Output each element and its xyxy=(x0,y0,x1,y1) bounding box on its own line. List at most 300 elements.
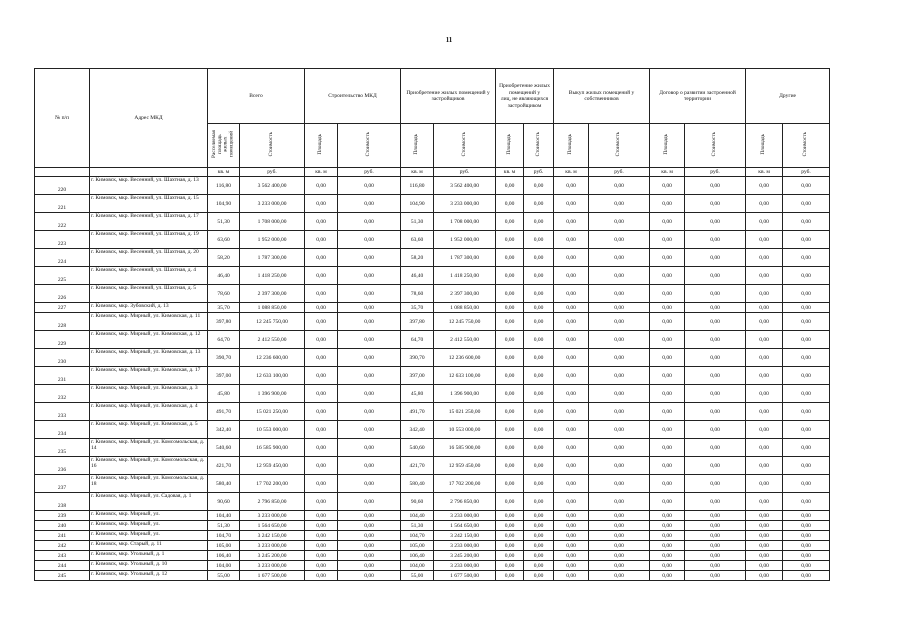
construction-cost: 0,00 xyxy=(338,571,401,581)
purchase-developers-cost: 1 418 250,00 xyxy=(434,267,496,285)
development-contract-area: 0,00 xyxy=(650,213,685,231)
development-contract-area: 0,00 xyxy=(650,571,685,581)
construction-area: 0,00 xyxy=(305,439,338,457)
buyout-cost: 0,00 xyxy=(589,493,650,511)
construction-area: 0,00 xyxy=(305,531,338,541)
purchase-non-developers-area: 0,00 xyxy=(496,231,524,249)
purchase-non-developers-cost: 0,00 xyxy=(524,561,554,571)
other-cost: 0,00 xyxy=(783,571,830,581)
purchase-developers-area: 397,80 xyxy=(401,313,434,331)
construction-area: 0,00 xyxy=(305,195,338,213)
other-cost: 0,00 xyxy=(783,521,830,531)
other-cost: 0,00 xyxy=(783,421,830,439)
purchase-developers-area: 580,40 xyxy=(401,475,434,493)
purchase-non-developers-cost: 0,00 xyxy=(524,421,554,439)
subheader-cost: Стоимость xyxy=(783,124,830,168)
buyout-area: 0,00 xyxy=(554,331,589,349)
total-cost: 3 562 400,00 xyxy=(240,177,305,195)
buyout-cost: 0,00 xyxy=(589,421,650,439)
purchase-developers-area: 35,70 xyxy=(401,303,434,313)
buyout-cost: 0,00 xyxy=(589,551,650,561)
development-contract-area: 0,00 xyxy=(650,531,685,541)
purchase-developers-area: 106,40 xyxy=(401,551,434,561)
total-area: 104,00 xyxy=(208,561,240,571)
development-contract-area: 0,00 xyxy=(650,475,685,493)
purchase-non-developers-area: 0,00 xyxy=(496,213,524,231)
buyout-area: 0,00 xyxy=(554,367,589,385)
purchase-developers-area: 104,40 xyxy=(401,511,434,521)
construction-area: 0,00 xyxy=(305,571,338,581)
development-contract-area: 0,00 xyxy=(650,511,685,521)
total-cost: 3 233 000,00 xyxy=(240,195,305,213)
construction-area: 0,00 xyxy=(305,267,338,285)
unit-cost: руб. xyxy=(783,168,830,177)
development-contract-area: 0,00 xyxy=(650,551,685,561)
total-cost: 12 245 750,00 xyxy=(240,313,305,331)
purchase-non-developers-area: 0,00 xyxy=(496,421,524,439)
row-address: г. Кимовск, мкр. Весенний, ул. Шахтная, д. 20 xyxy=(90,249,208,267)
construction-cost: 0,00 xyxy=(338,475,401,493)
construction-area: 0,00 xyxy=(305,303,338,313)
buyout-area: 0,00 xyxy=(554,349,589,367)
purchase-non-developers-cost: 0,00 xyxy=(524,349,554,367)
buyout-cost: 0,00 xyxy=(589,561,650,571)
table-row xyxy=(35,313,830,331)
buyout-cost: 0,00 xyxy=(589,177,650,195)
header-purchase-non-developers: Приобретение жилых помещений у лиц, не являющихся застройщиком xyxy=(496,69,554,124)
development-contract-cost: 0,00 xyxy=(685,231,746,249)
other-area: 0,00 xyxy=(746,551,783,561)
buyout-cost: 0,00 xyxy=(589,331,650,349)
purchase-non-developers-cost: 0,00 xyxy=(524,521,554,531)
total-cost: 2 796 850,00 xyxy=(240,493,305,511)
development-contract-area: 0,00 xyxy=(650,267,685,285)
row-address: г. Кимовск, мкр. Мирный, ул. xyxy=(90,511,208,521)
construction-cost: 0,00 xyxy=(338,511,401,521)
table-header xyxy=(35,69,830,177)
row-address: г. Кимовск, мкр. Мирный, ул. Кимовская, д. 17 xyxy=(90,367,208,385)
header-num: № п/п xyxy=(35,69,90,168)
development-contract-cost: 0,00 xyxy=(685,285,746,303)
table-row xyxy=(35,561,830,571)
buyout-area: 0,00 xyxy=(554,249,589,267)
row-address: г. Кимовск, мкр. Угольный, д. 12 xyxy=(90,571,208,581)
row-number: 226 xyxy=(35,285,90,303)
purchase-non-developers-cost: 0,00 xyxy=(524,249,554,267)
buyout-cost: 0,00 xyxy=(589,541,650,551)
purchase-developers-area: 51,30 xyxy=(401,521,434,531)
development-contract-area: 0,00 xyxy=(650,367,685,385)
development-contract-cost: 0,00 xyxy=(685,195,746,213)
buyout-cost: 0,00 xyxy=(589,521,650,531)
unit-area: кв. м xyxy=(650,168,685,177)
buyout-area: 0,00 xyxy=(554,493,589,511)
total-area: 45,80 xyxy=(208,385,240,403)
row-number: 241 xyxy=(35,531,90,541)
row-number: 231 xyxy=(35,367,90,385)
development-contract-area: 0,00 xyxy=(650,303,685,313)
row-address: г. Кимовск, мкр. Мирный, ул. Кимовская, д. 13 xyxy=(90,349,208,367)
development-contract-cost: 0,00 xyxy=(685,561,746,571)
purchase-non-developers-cost: 0,00 xyxy=(524,385,554,403)
purchase-developers-cost: 3 242 150,00 xyxy=(434,531,496,541)
construction-cost: 0,00 xyxy=(338,213,401,231)
purchase-non-developers-cost: 0,00 xyxy=(524,541,554,551)
table-row xyxy=(35,213,830,231)
construction-cost: 0,00 xyxy=(338,195,401,213)
total-cost: 1 088 850,00 xyxy=(240,303,305,313)
row-number: 232 xyxy=(35,385,90,403)
row-number: 222 xyxy=(35,213,90,231)
subheader-area: Площадь xyxy=(746,124,783,168)
construction-area: 0,00 xyxy=(305,367,338,385)
total-area: 397,00 xyxy=(208,367,240,385)
total-area: 580,40 xyxy=(208,475,240,493)
table-row xyxy=(35,367,830,385)
construction-area: 0,00 xyxy=(305,231,338,249)
purchase-developers-area: 342,40 xyxy=(401,421,434,439)
row-number: 225 xyxy=(35,267,90,285)
construction-area: 0,00 xyxy=(305,561,338,571)
total-area: 63,60 xyxy=(208,231,240,249)
subheader-area: Площадь xyxy=(496,124,524,168)
purchase-non-developers-cost: 0,00 xyxy=(524,551,554,561)
table-row xyxy=(35,475,830,493)
buyout-area: 0,00 xyxy=(554,195,589,213)
other-cost: 0,00 xyxy=(783,403,830,421)
total-cost: 12 959 450,00 xyxy=(240,457,305,475)
total-area: 421,70 xyxy=(208,457,240,475)
total-cost: 2 412 550,00 xyxy=(240,331,305,349)
table-row xyxy=(35,403,830,421)
row-address: г. Кимовск, мкр. Мирный, ул. xyxy=(90,521,208,531)
header-other: Другие xyxy=(746,69,830,124)
construction-area: 0,00 xyxy=(305,313,338,331)
other-cost: 0,00 xyxy=(783,551,830,561)
subheader-cost: Стоимость xyxy=(434,124,496,168)
other-cost: 0,00 xyxy=(783,367,830,385)
other-cost: 0,00 xyxy=(783,385,830,403)
development-contract-cost: 0,00 xyxy=(685,403,746,421)
row-address: г. Кимовск, мкр. Весенний, ул. Шахтная, д. 13 xyxy=(90,177,208,195)
unit-area: кв. м xyxy=(305,168,338,177)
purchase-developers-cost: 1 088 850,00 xyxy=(434,303,496,313)
total-area: 342,40 xyxy=(208,421,240,439)
row-address: г. Кимовск, мкр. Мирный, ул. Комсомольская, д. 16 xyxy=(90,457,208,475)
purchase-developers-cost: 10 553 000,00 xyxy=(434,421,496,439)
row-number: 243 xyxy=(35,551,90,561)
row-number: 220 xyxy=(35,177,90,195)
purchase-developers-cost: 3 245 200,00 xyxy=(434,551,496,561)
row-number: 242 xyxy=(35,541,90,551)
other-cost: 0,00 xyxy=(783,457,830,475)
purchase-non-developers-cost: 0,00 xyxy=(524,439,554,457)
development-contract-area: 0,00 xyxy=(650,313,685,331)
development-contract-cost: 0,00 xyxy=(685,571,746,581)
unit-area: кв. м xyxy=(554,168,589,177)
purchase-non-developers-area: 0,00 xyxy=(496,267,524,285)
buyout-cost: 0,00 xyxy=(589,367,650,385)
row-address: г. Кимовск, мкр. Весенний, ул. Шахтная, д. 5 xyxy=(90,285,208,303)
buyout-area: 0,00 xyxy=(554,403,589,421)
other-area: 0,00 xyxy=(746,267,783,285)
buyout-area: 0,00 xyxy=(554,267,589,285)
total-cost: 1 677 500,00 xyxy=(240,571,305,581)
buyout-area: 0,00 xyxy=(554,571,589,581)
buyout-cost: 0,00 xyxy=(589,213,650,231)
row-address: г. Кимовск, мкр. Угольный, д. 10 xyxy=(90,561,208,571)
construction-cost: 0,00 xyxy=(338,267,401,285)
construction-cost: 0,00 xyxy=(338,249,401,267)
other-cost: 0,00 xyxy=(783,349,830,367)
header-construction: Строительство МКД xyxy=(305,69,401,124)
unit-area: кв. м xyxy=(401,168,434,177)
header-address: Адрес МКД xyxy=(90,69,208,168)
development-contract-area: 0,00 xyxy=(650,439,685,457)
purchase-developers-area: 421,70 xyxy=(401,457,434,475)
row-address: г. Кимовск, мкр. Угольный, д. 1 xyxy=(90,551,208,561)
purchase-non-developers-cost: 0,00 xyxy=(524,457,554,475)
header-buyout: Выкуп жилых помещений у собственников xyxy=(554,69,650,124)
development-contract-cost: 0,00 xyxy=(685,421,746,439)
other-area: 0,00 xyxy=(746,511,783,521)
construction-area: 0,00 xyxy=(305,285,338,303)
unit-cost: руб. xyxy=(240,168,305,177)
purchase-non-developers-area: 0,00 xyxy=(496,571,524,581)
purchase-non-developers-area: 0,00 xyxy=(496,493,524,511)
table-row xyxy=(35,349,830,367)
purchase-non-developers-area: 0,00 xyxy=(496,475,524,493)
row-address: г. Кимовск, мкр. Мирный, ул. Кимовская, д. 11 xyxy=(90,313,208,331)
purchase-developers-cost: 1 708 000,00 xyxy=(434,213,496,231)
purchase-non-developers-cost: 0,00 xyxy=(524,177,554,195)
row-address: г. Кимовск, мкр. Мирный, ул. Кимовская, д. 5 xyxy=(90,421,208,439)
development-contract-area: 0,00 xyxy=(650,421,685,439)
purchase-developers-area: 397,00 xyxy=(401,367,434,385)
construction-cost: 0,00 xyxy=(338,231,401,249)
total-area: 390,70 xyxy=(208,349,240,367)
construction-cost: 0,00 xyxy=(338,457,401,475)
purchase-developers-area: 491,70 xyxy=(401,403,434,421)
units-row xyxy=(35,168,830,177)
purchase-developers-area: 78,60 xyxy=(401,285,434,303)
other-area: 0,00 xyxy=(746,331,783,349)
purchase-non-developers-area: 0,00 xyxy=(496,521,524,531)
total-cost: 3 233 000,00 xyxy=(240,511,305,521)
development-contract-area: 0,00 xyxy=(650,249,685,267)
other-area: 0,00 xyxy=(746,403,783,421)
total-cost: 17 702 200,00 xyxy=(240,475,305,493)
table-body xyxy=(35,177,830,581)
development-contract-cost: 0,00 xyxy=(685,541,746,551)
purchase-non-developers-area: 0,00 xyxy=(496,511,524,521)
header-development-contract: Договор о развитии застроенной территории xyxy=(650,69,746,124)
development-contract-area: 0,00 xyxy=(650,285,685,303)
housing-table xyxy=(34,68,830,581)
total-cost: 1 952 000,00 xyxy=(240,231,305,249)
total-cost: 3 233 000,00 xyxy=(240,561,305,571)
purchase-non-developers-cost: 0,00 xyxy=(524,511,554,521)
construction-cost: 0,00 xyxy=(338,303,401,313)
total-cost: 1 787 300,00 xyxy=(240,249,305,267)
unit-area: кв. м xyxy=(746,168,783,177)
table-row xyxy=(35,521,830,531)
total-cost: 15 021 250,00 xyxy=(240,403,305,421)
purchase-developers-cost: 1 677 500,00 xyxy=(434,571,496,581)
table-row xyxy=(35,493,830,511)
table-row xyxy=(35,331,830,349)
other-cost: 0,00 xyxy=(783,313,830,331)
table-row xyxy=(35,439,830,457)
buyout-cost: 0,00 xyxy=(589,267,650,285)
other-area: 0,00 xyxy=(746,457,783,475)
unit-cost: руб. xyxy=(524,168,554,177)
row-number: 235 xyxy=(35,439,90,457)
unit-cost: руб. xyxy=(434,168,496,177)
purchase-developers-area: 51,30 xyxy=(401,213,434,231)
row-address: г. Кимовск, мкр. Мирный, ул. Кимовская, д. 12 xyxy=(90,331,208,349)
buyout-cost: 0,00 xyxy=(589,285,650,303)
row-number: 240 xyxy=(35,521,90,531)
total-area: 51,30 xyxy=(208,213,240,231)
row-address: г. Кимовск, мкр. Мирный, ул. Комсомольская, д. 18 xyxy=(90,475,208,493)
purchase-non-developers-area: 0,00 xyxy=(496,551,524,561)
table-row xyxy=(35,571,830,581)
other-area: 0,00 xyxy=(746,349,783,367)
other-cost: 0,00 xyxy=(783,213,830,231)
construction-cost: 0,00 xyxy=(338,313,401,331)
construction-cost: 0,00 xyxy=(338,421,401,439)
development-contract-cost: 0,00 xyxy=(685,511,746,521)
other-cost: 0,00 xyxy=(783,531,830,541)
subheader-area: Площадь xyxy=(305,124,338,168)
development-contract-area: 0,00 xyxy=(650,541,685,551)
construction-area: 0,00 xyxy=(305,493,338,511)
purchase-non-developers-area: 0,00 xyxy=(496,313,524,331)
total-area: 64,70 xyxy=(208,331,240,349)
subheader-cost: Стоимость xyxy=(685,124,746,168)
total-area: 51,30 xyxy=(208,521,240,531)
purchase-non-developers-area: 0,00 xyxy=(496,385,524,403)
purchase-developers-cost: 1 396 900,00 xyxy=(434,385,496,403)
purchase-non-developers-area: 0,00 xyxy=(496,249,524,267)
development-contract-cost: 0,00 xyxy=(685,475,746,493)
buyout-cost: 0,00 xyxy=(589,195,650,213)
other-cost: 0,00 xyxy=(783,285,830,303)
purchase-non-developers-cost: 0,00 xyxy=(524,367,554,385)
construction-area: 0,00 xyxy=(305,551,338,561)
purchase-developers-cost: 1 564 650,00 xyxy=(434,521,496,531)
buyout-area: 0,00 xyxy=(554,551,589,561)
development-contract-area: 0,00 xyxy=(650,385,685,403)
construction-cost: 0,00 xyxy=(338,531,401,541)
purchase-developers-area: 104,00 xyxy=(401,561,434,571)
other-cost: 0,00 xyxy=(783,195,830,213)
construction-cost: 0,00 xyxy=(338,385,401,403)
buyout-area: 0,00 xyxy=(554,303,589,313)
purchase-developers-cost: 3 233 000,00 xyxy=(434,541,496,551)
purchase-developers-cost: 1 787 300,00 xyxy=(434,249,496,267)
purchase-developers-cost: 2 796 850,00 xyxy=(434,493,496,511)
development-contract-cost: 0,00 xyxy=(685,385,746,403)
total-cost: 3 245 200,00 xyxy=(240,551,305,561)
construction-cost: 0,00 xyxy=(338,403,401,421)
purchase-developers-area: 45,80 xyxy=(401,385,434,403)
development-contract-cost: 0,00 xyxy=(685,531,746,541)
purchase-developers-cost: 12 959 450,00 xyxy=(434,457,496,475)
row-number: 224 xyxy=(35,249,90,267)
table-row xyxy=(35,231,830,249)
unit-area: кв. м xyxy=(496,168,524,177)
total-area: 104,40 xyxy=(208,511,240,521)
purchase-developers-cost: 3 233 000,00 xyxy=(434,195,496,213)
row-address: г. Кимовск, мкр. Старый, д. 11 xyxy=(90,541,208,551)
other-area: 0,00 xyxy=(746,313,783,331)
subheader-cost: Стоимость xyxy=(524,124,554,168)
development-contract-cost: 0,00 xyxy=(685,349,746,367)
purchase-developers-area: 540,60 xyxy=(401,439,434,457)
buyout-area: 0,00 xyxy=(554,511,589,521)
purchase-non-developers-cost: 0,00 xyxy=(524,403,554,421)
construction-area: 0,00 xyxy=(305,421,338,439)
total-area: 55,00 xyxy=(208,571,240,581)
row-address: г. Кимовск, мкр. Мирный, ул. Садовая, д. 1 xyxy=(90,493,208,511)
other-area: 0,00 xyxy=(746,213,783,231)
row-address: г. Кимовск, мкр. Мирный, ул. xyxy=(90,531,208,541)
other-cost: 0,00 xyxy=(783,249,830,267)
other-area: 0,00 xyxy=(746,177,783,195)
total-area: 104,90 xyxy=(208,195,240,213)
purchase-non-developers-area: 0,00 xyxy=(496,285,524,303)
buyout-cost: 0,00 xyxy=(589,439,650,457)
development-contract-cost: 0,00 xyxy=(685,367,746,385)
buyout-area: 0,00 xyxy=(554,285,589,303)
other-cost: 0,00 xyxy=(783,439,830,457)
total-cost: 1 564 650,00 xyxy=(240,521,305,531)
construction-cost: 0,00 xyxy=(338,541,401,551)
purchase-developers-cost: 3 562 400,00 xyxy=(434,177,496,195)
purchase-non-developers-area: 0,00 xyxy=(496,349,524,367)
other-area: 0,00 xyxy=(746,561,783,571)
construction-cost: 0,00 xyxy=(338,493,401,511)
development-contract-area: 0,00 xyxy=(650,195,685,213)
purchase-non-developers-cost: 0,00 xyxy=(524,231,554,249)
total-area: 46,40 xyxy=(208,267,240,285)
row-address: г. Кимовск, мкр. Весенний, ул. Шахтная, д. 17 xyxy=(90,213,208,231)
other-cost: 0,00 xyxy=(783,493,830,511)
total-cost: 1 396 900,00 xyxy=(240,385,305,403)
purchase-non-developers-cost: 0,00 xyxy=(524,213,554,231)
construction-area: 0,00 xyxy=(305,511,338,521)
table-row xyxy=(35,385,830,403)
other-cost: 0,00 xyxy=(783,177,830,195)
purchase-non-developers-area: 0,00 xyxy=(496,403,524,421)
table-row xyxy=(35,511,830,521)
buyout-area: 0,00 xyxy=(554,541,589,551)
buyout-area: 0,00 xyxy=(554,421,589,439)
purchase-non-developers-cost: 0,00 xyxy=(524,313,554,331)
row-number: 239 xyxy=(35,511,90,521)
development-contract-cost: 0,00 xyxy=(685,303,746,313)
total-area: 105,00 xyxy=(208,541,240,551)
purchase-non-developers-cost: 0,00 xyxy=(524,493,554,511)
purchase-non-developers-area: 0,00 xyxy=(496,541,524,551)
row-number: 236 xyxy=(35,457,90,475)
table-row xyxy=(35,195,830,213)
table-row xyxy=(35,267,830,285)
development-contract-area: 0,00 xyxy=(650,521,685,531)
row-address: г. Кимовск, мкр. Весенний, ул. Шахтная, д. 15 xyxy=(90,195,208,213)
